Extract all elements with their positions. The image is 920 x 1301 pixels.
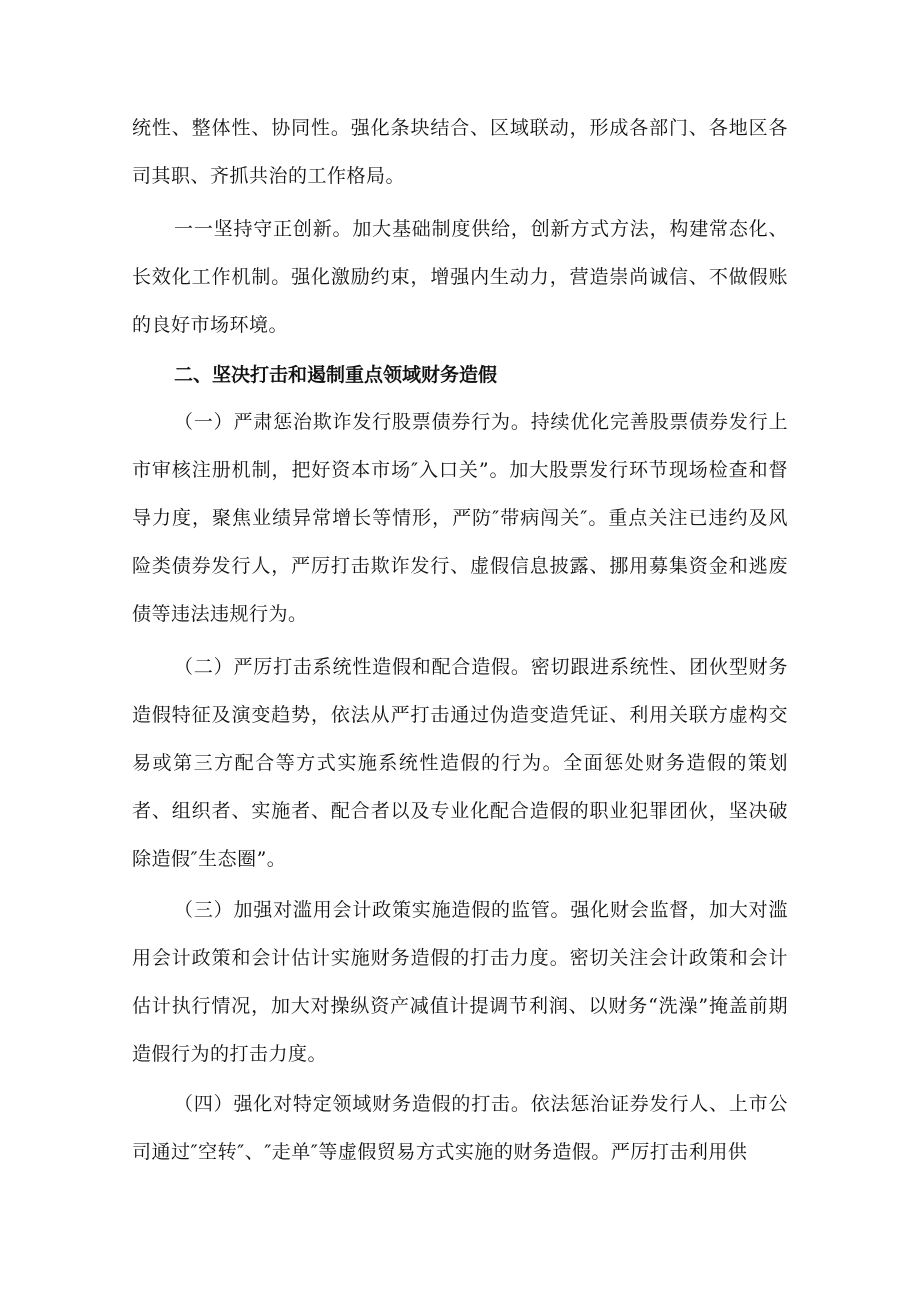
paragraph-item-4: （四）强化对特定领域财务造假的打击。依法惩治证券发行人、上市公司通过″空转″、″走单″等虚假贸易方式实施的财务造假。严厉打击利用供 [132, 1093, 788, 1163]
section-heading: 二、坚决打击和遏制重点领域财务造假 [174, 364, 498, 386]
paragraph-item-1: （一）严肃惩治欺诈发行股票债券行为。持续优化完善股票债券发行上市审核注册机制，把好资本市场″入口关”。加大股票发行环节现场检查和督导力度，聚焦业绩异常增长等情形，严防″带病闯关″。重点关注已违约及风险类债券发行人，严厉打击欺诈发行、虚假信息披露、挪用募集资金和逃废债等违法违规行为。 [132, 411, 788, 625]
paragraph-item-3: （三）加强对滥用会计政策实施造假的监管。强化财会监督，加大对滥用会计政策和会计估计实施财务造假的打击力度。密切关注会计政策和会计估计执行情况，加大对操纵资产减值计提调节利润、以财务“洗澡”掩盖前期造假行为的打击力度。 [132, 899, 788, 1065]
paragraph-innovation: 一一坚持守正创新。加大基础制度供给，创新方式方法，构建常态化、长效化工作机制。强化激励约束，增强内生动力，营造崇尚诚信、不做假账的良好市场环境。 [132, 218, 788, 336]
paragraph-item-2: （二）严厉打击系统性造假和配合造假。密切跟进系统性、团伙型财务造假特征及演变趋势，依法从严打击通过伪造变造凭证、利用关联方虚构交易或第三方配合等方式实施系统性造假的行为。全面惩处财务造假的策划者、组织者、实施者、配合者以及专业化配合造假的职业犯罪团伙，坚决破除造假″生态圈”。 [132, 656, 788, 870]
paragraph-continuation: 统性、整体性、协同性。强化条块结合、区域联动，形成各部门、各地区各司其职、齐抓共治的工作格局。 [132, 117, 788, 187]
